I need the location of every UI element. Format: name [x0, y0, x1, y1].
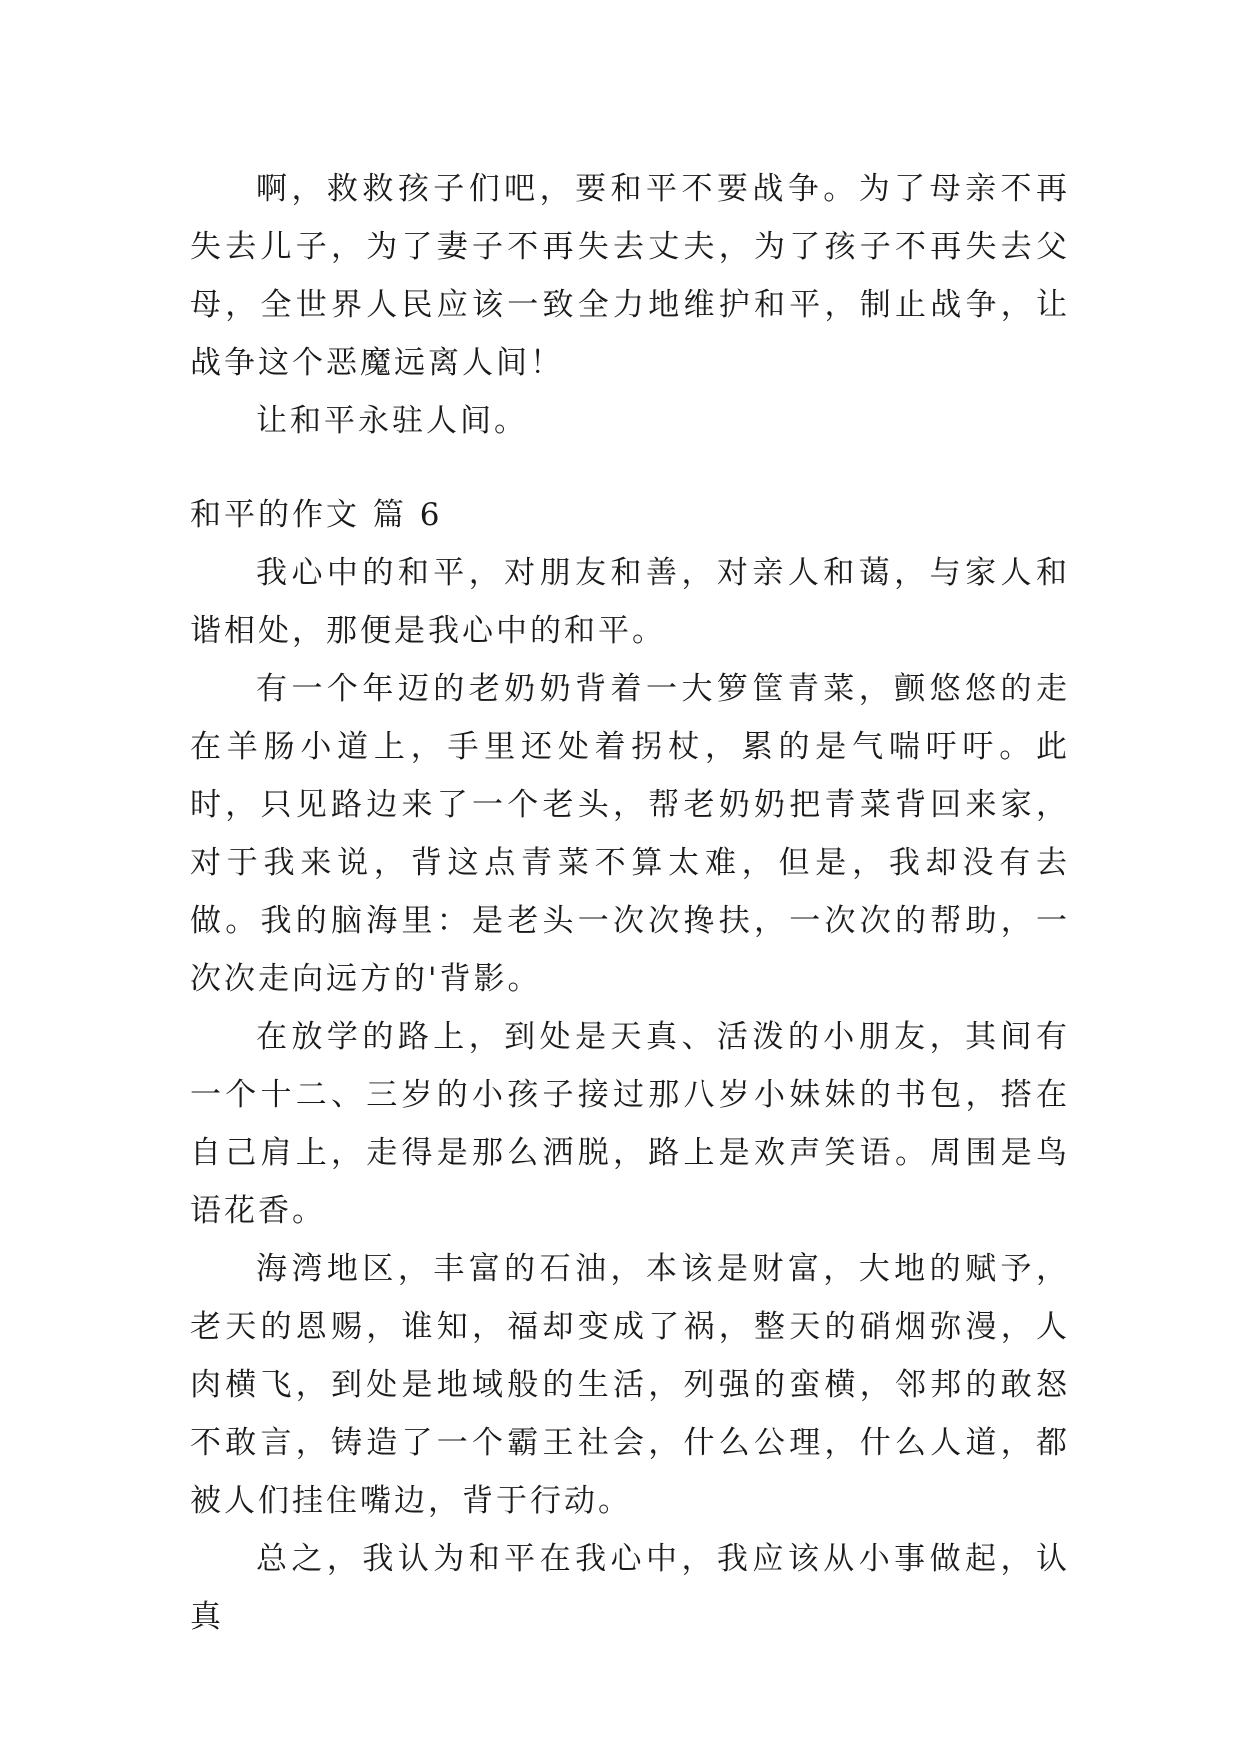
- section-heading: 和平的作文 篇 6: [190, 497, 443, 533]
- paragraph-old-woman: 有一个年迈的老奶奶背着一大箩筐青菜，颤悠悠的走在羊肠小道上，手里还处着拐杖，累的是气喘吁吁。此时，只见路边来了一个老头，帮老奶奶把青菜背回来家，对于我来说，背这点青菜不算太难，但是，我却没有去做。我的脑海里：是老头一次次搀扶，一次次的帮助，一次次走向远方的'背影。: [190, 671, 1070, 997]
- paragraph-heart-peace: 我心中的和平，对朋友和善，对亲人和蔼，与家人和谐相处，那便是我心中的和平。: [190, 555, 1070, 649]
- paragraph-after-school: 在放学的路上，到处是天真、活泼的小朋友，其间有一个十二、三岁的小孩子接过那八岁小妹妹的书包，搭在自己肩上，走得是那么洒脱，路上是欢声笑语。周围是鸟语花香。: [190, 1019, 1070, 1229]
- paragraph-plea: 啊，救救孩子们吧，要和平不要战争。为了母亲不再失去儿子，为了妻子不再失去丈夫，为了孩子不再失去父母，全世界人民应该一致全力地维护和平，制止战争，让战争这个恶魔远离人间！: [190, 171, 1070, 381]
- paragraph-peace-forever: 让和平永驻人间。: [256, 403, 528, 439]
- paragraph-conclusion: 总之，我认为和平在我心中，我应该从小事做起，认真: [190, 1541, 1070, 1635]
- paragraph-gulf-region: 海湾地区，丰富的石油，本该是财富，大地的赋予，老天的恩赐，谁知，福却变成了祸，整天的硝烟弥漫，人肉横飞，到处是地域般的生活，列强的蛮横，邻邦的敢怒不敢言，铸造了一个霸王社会，什么公理，什么人道，都被人们挂住嘴边，背于行动。: [190, 1251, 1070, 1519]
- document-body: [190, 160, 1070, 1646]
